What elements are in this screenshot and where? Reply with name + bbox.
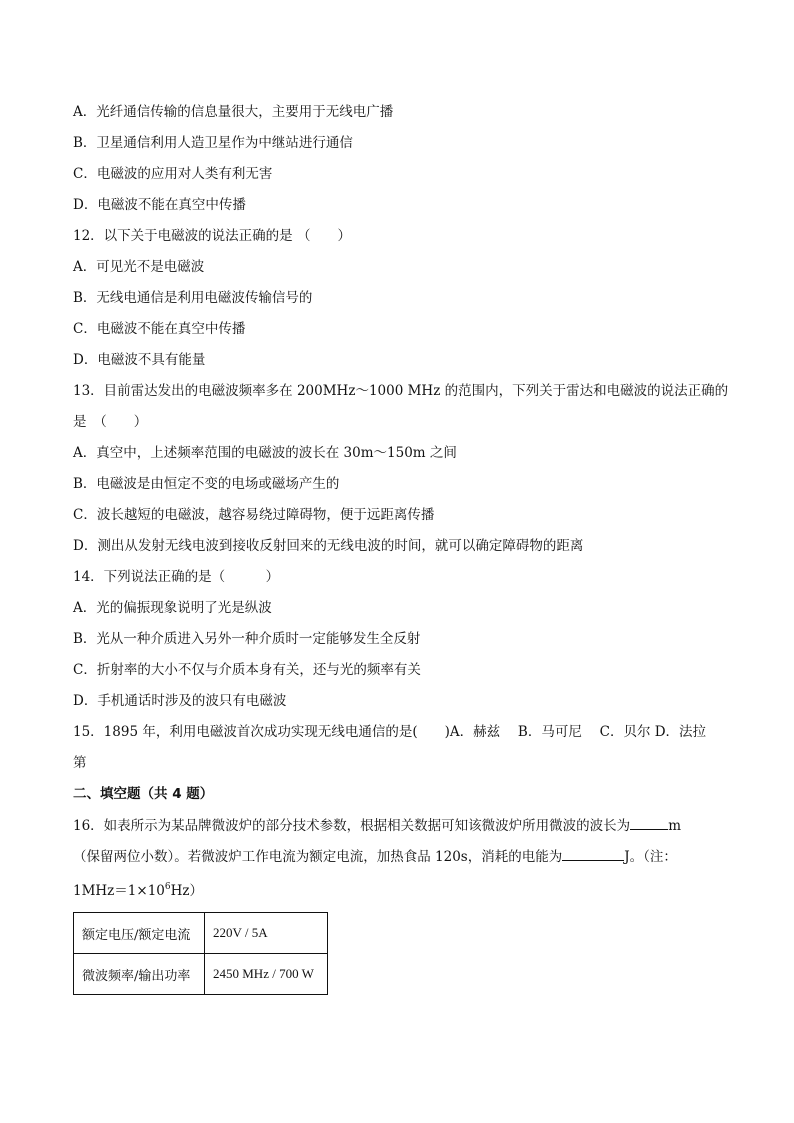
q14-option-b: B．光从一种介质进入另外一种介质时一定能够发生全反射 bbox=[73, 631, 421, 647]
q12-option-a: A．可见光不是电磁波 bbox=[73, 259, 205, 275]
q16-note-exponent: 6 bbox=[164, 882, 171, 892]
q16-note-text: 1MHz＝1×10 bbox=[73, 883, 165, 899]
q12-option-c: C．电磁波不能在真空中传播 bbox=[73, 321, 246, 337]
q13-stem-line2: 是 （ ） bbox=[73, 414, 148, 430]
q11-option-b: B．卫星通信利用人造卫星作为中继站进行通信 bbox=[73, 135, 353, 151]
q12-stem: 12．以下关于电磁波的说法正确的是 （ ） bbox=[73, 228, 351, 244]
table-row bbox=[74, 913, 328, 954]
q14-stem: 14．下列说法正确的是（ ） bbox=[73, 569, 280, 585]
microwave-params-table bbox=[73, 912, 328, 995]
q16-line3 bbox=[73, 875, 723, 906]
q13-option-a: A．真空中，上述频率范围的电磁波的波长在 30m～150m 之间 bbox=[73, 445, 457, 461]
q16-unit-m: m bbox=[668, 818, 681, 834]
q16-note-unit: Hz） bbox=[170, 883, 204, 899]
q14-option-a: A．光的偏振现象说明了光是纵波 bbox=[73, 600, 272, 616]
table-cell-label: 额定电压/额定电流 bbox=[74, 913, 205, 954]
answer-blank-energy[interactable] bbox=[562, 844, 624, 861]
q15-line2: 第 bbox=[73, 755, 87, 771]
table-cell-label: 微波频率/输出功率 bbox=[74, 954, 205, 995]
q13-option-d: D．测出从发射无线电波到接收反射回来的无线电波的时间，就可以确定障碍物的距离 bbox=[73, 538, 584, 554]
q14-option-d: D．手机通话时涉及的波只有电磁波 bbox=[73, 693, 287, 709]
q14-option-c: C．折射率的大小不仅与介质本身有关，还与光的频率有关 bbox=[73, 662, 421, 678]
q16-line2-text: （保留两位小数）。若微波炉工作电流为额定电流，加热食品 120s，消耗的电能为 bbox=[73, 849, 563, 865]
q13-stem-line1: 13．目前雷达发出的电磁波频率多在 200MHz～1000 MHz 的范围内，下列关于雷达和电磁波的说法正确的 bbox=[73, 383, 729, 399]
table-cell-value: 2450 MHz / 700 W bbox=[205, 954, 328, 995]
table-row bbox=[74, 954, 328, 995]
q16-unit-j: J。（注： bbox=[624, 849, 677, 865]
table-cell-value: 220V / 5A bbox=[205, 913, 328, 954]
q16-line1-text: 16．如表所示为某品牌微波炉的部分技术参数，根据相关数据可知该微波炉所用微波的波长为 bbox=[73, 818, 631, 834]
section-heading: 二、填空题（共 4 题） bbox=[73, 786, 214, 802]
q11-option-a: A．光纤通信传输的信息量很大，主要用于无线电广播 bbox=[73, 104, 394, 120]
q13-option-c: C．波长越短的电磁波，越容易绕过障碍物，便于远距离传播 bbox=[73, 507, 435, 523]
q12-option-d: D．电磁波不具有能量 bbox=[73, 352, 206, 368]
exam-page bbox=[73, 100, 729, 995]
q12-option-b: B．无线电通信是利用电磁波传输信号的 bbox=[73, 290, 313, 306]
q16-line1 bbox=[73, 813, 723, 844]
q16-line2 bbox=[73, 844, 723, 875]
q13-option-b: B．电磁波是由恒定不变的电场或磁场产生的 bbox=[73, 476, 340, 492]
answer-blank-wavelength[interactable] bbox=[630, 813, 668, 830]
q11-option-c: C．电磁波的应用对人类有利无害 bbox=[73, 166, 273, 182]
q15-line1: 15．1895 年，利用电磁波首次成功实现无线电通信的是( )A．赫兹 B．马可尼 C．贝尔 D．法拉 bbox=[73, 724, 707, 740]
q11-option-d: D．电磁波不能在真空中传播 bbox=[73, 197, 246, 213]
